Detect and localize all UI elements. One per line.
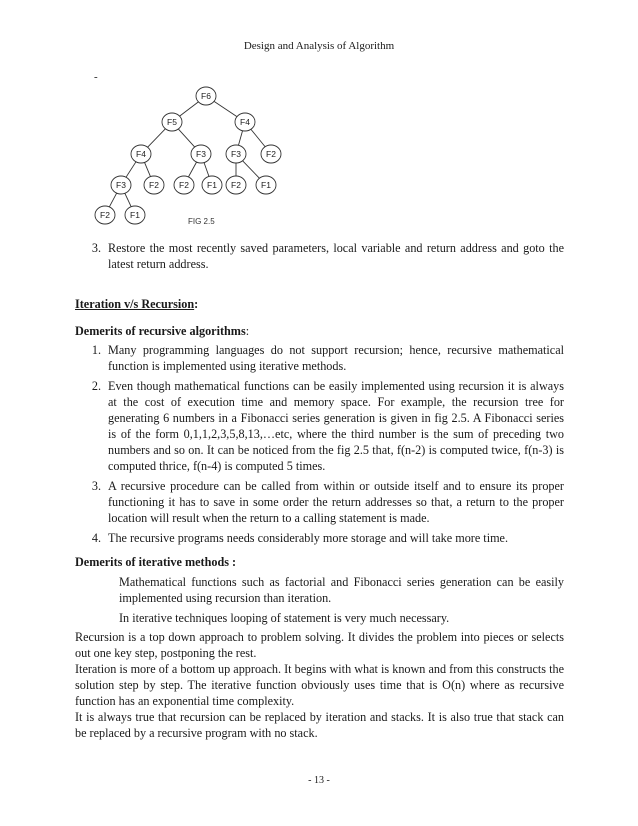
tree-node-label: F2: [100, 210, 110, 220]
item-text: Mathematical functions such as factorial and Fibonacci series generation can be easily implemented using recursion than iteration.: [119, 575, 564, 605]
tree-node-label: F3: [116, 180, 126, 190]
tree-edge: [188, 162, 196, 177]
tree-edge: [125, 193, 131, 207]
list-item: [75, 574, 564, 606]
list-item: [75, 378, 564, 474]
item-number: 3.: [91, 479, 101, 493]
stray-dash: -: [94, 71, 98, 83]
page-header: Design and Analysis of Algorithm: [243, 40, 395, 52]
tree-edge: [126, 162, 136, 178]
section-title-text: Iteration v/s Recursion: [75, 297, 195, 311]
paragraph: Iteration is more of a bottom up approach. It begins with what is known and from this constructs the solution step by step. The iterative function obviously uses time that is O(n) where as recursive function has an exponential time complexity.: [75, 662, 564, 708]
tree-node-label: F6: [201, 91, 211, 101]
tree-node-label: F2: [266, 149, 276, 159]
paragraph: It is always true that recursion can be replaced by iteration and stacks. It is also true that stack can be replaced by a recursive program with no stack.: [75, 710, 564, 740]
item-text: Even though mathematical functions can be easily implemented using recursion it is always at the cost of execution time and memory space. For example, the recursion tree for generating 6 numbers in a Fibonacci series generation is given in fig 2.5. A Fibonacci series is of the form 0,1,1,2,3,5,8,13,…etc, where the third number is the sum of preceding two numbers and so on. It can be noticed from the fig 2.5 that, f(n-2) is computed twice, f(n-3) is computed thrice, f(n-4) is computed 5 times.: [108, 379, 564, 473]
section-title: [75, 296, 564, 312]
tree-node-label: F4: [136, 149, 146, 159]
item-number: 2.: [91, 379, 101, 393]
tree-edge: [251, 129, 266, 147]
tree-node-label: F4: [240, 117, 250, 127]
tree-node-label: F3: [231, 149, 241, 159]
tree-edge: [179, 101, 199, 116]
recursion-tree-figure: [88, 84, 298, 234]
tree-node-label: F1: [261, 180, 271, 190]
tree-edge: [238, 131, 242, 146]
list-item: [75, 342, 564, 374]
section-title-colon: :: [194, 297, 199, 311]
list-item: [75, 610, 564, 626]
tree-edge: [147, 128, 165, 147]
item-number: 1.: [91, 343, 101, 357]
paragraph: Recursion is a top down approach to problem solving. It divides the problem into pieces or selects out one key step, postponing the rest.: [75, 630, 564, 660]
tree-edge: [204, 162, 209, 176]
item-3-restore: [75, 240, 564, 276]
demerits-recursive-title: [75, 323, 564, 339]
item-text: Restore the most recently saved parameters, local variable and return address and goto the latest return address.: [108, 241, 564, 271]
tree-edge: [109, 193, 117, 207]
tree-node-label: F2: [149, 180, 159, 190]
tree-edge: [213, 101, 237, 117]
page-number: - 13 -: [308, 775, 330, 786]
item-text: A recursive procedure can be called from within or outside itself and to ensure its proper functioning it has to save in some order the return addresses so that, a return to the proper location will result when the return to a calling statement is made.: [108, 479, 564, 525]
tree-node-label: F5: [167, 117, 177, 127]
item-number: 3.: [91, 241, 101, 255]
item-text: Many programming languages do not support recursion; hence, recursive mathematical function is implemented using iterative methods.: [108, 343, 564, 373]
tree-edge: [144, 162, 150, 176]
item-text: In iterative techniques looping of statement is very much necessary.: [119, 611, 450, 625]
tree-node-label: F2: [231, 180, 241, 190]
item-number: 4.: [91, 531, 101, 545]
tree-node-label: F1: [130, 210, 140, 220]
tree-edge: [178, 129, 195, 148]
tree-node-label: F3: [196, 149, 206, 159]
demerits-recursive-heading: Demerits of recursive algorithms: [75, 324, 246, 338]
list-item: [75, 530, 564, 546]
tree-nodes: [95, 87, 281, 224]
demerits-recursive-list: [75, 342, 564, 550]
demerits-iterative-list: [75, 574, 564, 630]
tree-edge: [242, 160, 259, 178]
demerits-iterative-title: Demerits of iterative methods :: [75, 555, 237, 569]
item-text: The recursive programs needs considerably more storage and will take more time.: [108, 531, 509, 545]
figure-caption: FIG 2.5: [188, 217, 215, 226]
bullet-icon: [75, 574, 119, 606]
demerits-recursive-colon: :: [245, 324, 250, 338]
tree-node-label: F1: [207, 180, 217, 190]
list-item: [75, 478, 564, 526]
bullet-icon: [75, 610, 119, 626]
tree-node-label: F2: [179, 180, 189, 190]
closing-paragraphs: [75, 629, 564, 741]
